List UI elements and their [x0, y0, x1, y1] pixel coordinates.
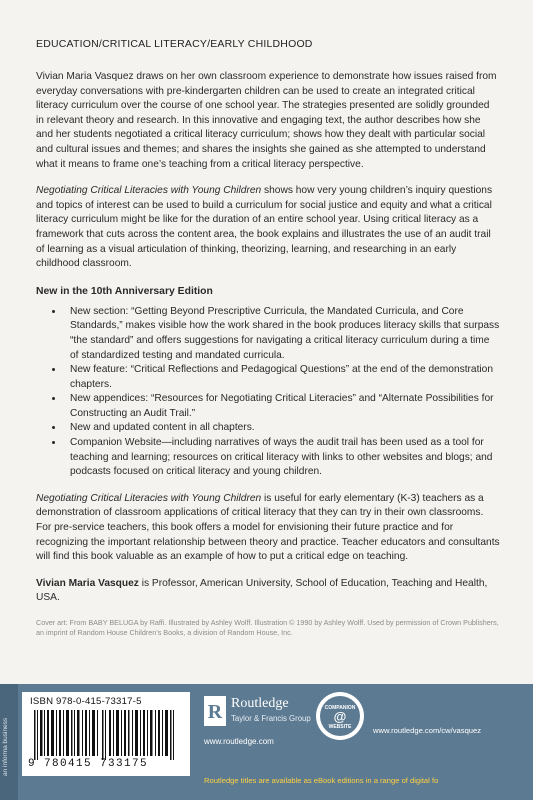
book-title-ref: Negotiating Critical Literacies with Young Children [36, 185, 262, 197]
svg-text:R: R [207, 701, 223, 723]
cover-footer [0, 684, 533, 800]
side-strip [0, 684, 18, 800]
new-features-list [36, 305, 500, 480]
companion-bottom-text: WEBSITE [328, 724, 352, 730]
list-item: • New section: “Getting Beyond Prescriptive Curricula, the Mandated Curricula, and Core Standards,” makes visible how the work shared in the book produces literacy skills that surpass “the standard” and offers suggestions for navigating a critical literacy curriculum during a time of standardized testing and mandated curricula. [64, 305, 500, 363]
companion-website-badge [316, 692, 364, 740]
companion-badge-inner [320, 696, 360, 736]
description-paragraph-3 [36, 492, 500, 565]
author-bio [36, 577, 500, 606]
companion-url: www.routledge.com/cw/vasquez [373, 726, 482, 735]
ebook-note: Routledge titles are available as eBook editions in a range of digital fo [204, 776, 439, 785]
back-cover-text [36, 38, 500, 638]
list-item: • Companion Website—including narratives of ways the audit trail has been used as a tool for teaching and learning; resources on critical literacy with links to other websites and blogs; and podcasts focused on critical literacy and young children. [64, 436, 500, 480]
book-title-ref: Negotiating Critical Literacies with Young Children [36, 492, 262, 504]
at-icon: @ [333, 709, 347, 724]
barcode-icon [30, 710, 182, 760]
description-paragraph-2 [36, 184, 500, 272]
companion-top-text: COMPANION [324, 705, 356, 711]
isbn-label: ISBN 978-0-415-73317-5 [30, 696, 142, 707]
author-bio-text: is Professor, American University, School of Education, Teaching and Health, USA. [36, 577, 488, 604]
paragraph-2-text: shows how very young children’s inquiry questions and topics of interest can be used to build a curriculum for social justice and equity and what a critical literacy curriculum might be like for the duration of an entire school year. Using critical literacy as a framework that cuts across the content area, the book explains and illustrates the use of an audit trail of learning as a visual articulation of thinking, theorizing, learning, and researching in an early childhood classroom. [36, 185, 493, 270]
isbn-digits: 9 780415 733175 [28, 758, 149, 770]
publisher-subtitle: Taylor & Francis Group [231, 714, 311, 723]
category-label: EDUCATION/CRITICAL LITERACY/EARLY CHILDHOOD [36, 38, 313, 50]
description-paragraph-1: Vivian Maria Vasquez draws on her own classroom experience to demonstrate how issues raised from everyday conversations with pre-kindergarten children can be used to create an integrated critical literacy curriculum over the course of one school year. The strategies presented are solidly grounded in relevant theory and research. In this innovative and engaging text, the author describes how she and her students negotiated a critical literacy curriculum; shows how they dealt with particular social and cultural issues and themes; and shares the insights she gained as she attempted to understand what it means to frame one’s teaching from a critical literacy perspective. [36, 71, 497, 170]
list-item: • New and updated content in all chapters. [64, 421, 500, 436]
new-edition-heading: New in the 10th Anniversary Edition [36, 285, 213, 297]
publisher-name: Routledge [231, 696, 289, 711]
author-name: Vivian Maria Vasquez [36, 577, 139, 589]
paragraph-3-text: is useful for early elementary (K-3) teachers as a demonstration of classroom applications of critical literacy that they can try in their own classrooms. For pre-service teachers, this book offers a model for envisioning their future practice and for recognizing the important relationship between theory and practice. Teacher educators and consultants will find this book valuable as an example of how to put a critical edge on teaching. [36, 492, 500, 563]
routledge-logo-icon [204, 696, 226, 726]
cover-art-credit: Cover art: From BABY BELUGA by Raffi. Illustrated by Ashley Wolff. Illustration © 1990 by Ashley Wolff. Used by permission of Crown Publishers, an imprint of Random House Children’s Books, a division of Random House, Inc. [36, 618, 499, 637]
list-item: • New appendices: “Resources for Negotiating Critical Literacies” and “Alternate Possibilities for Constructing an Audit Trail.” [64, 392, 500, 421]
publisher-url: www.routledge.com [204, 737, 274, 746]
barcode-box [22, 692, 190, 776]
informa-tagline: an informa business [2, 717, 9, 776]
list-item: • New feature: “Critical Reflections and Pedagogical Questions” at the end of the demonstration chapters. [64, 363, 500, 392]
